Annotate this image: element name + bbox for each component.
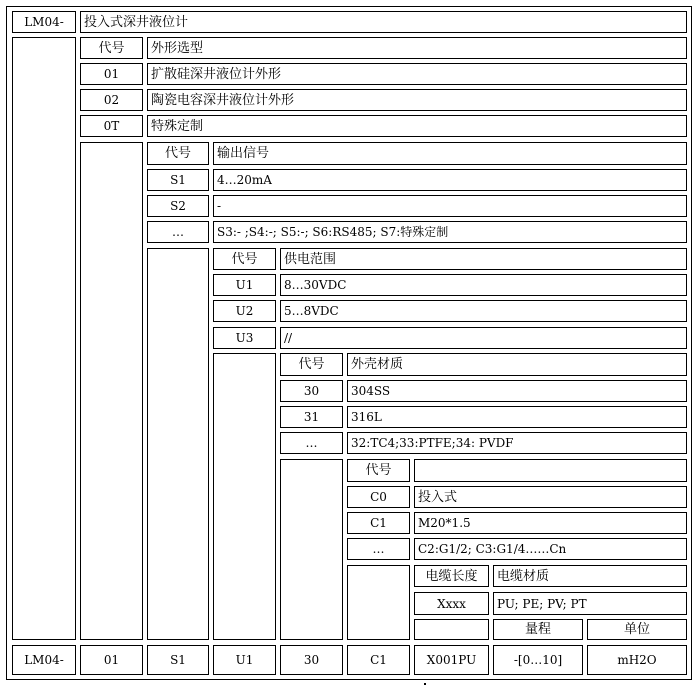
shape-desc-header: 外形选型 [147, 37, 687, 59]
signal-code-s2: S2 [147, 195, 209, 217]
connection-desc-c0: 投入式 [414, 486, 687, 508]
shape-code-02: 02 [80, 89, 143, 111]
signal-desc-header: 输出信号 [213, 142, 687, 165]
housing-desc-30: 304SS [347, 380, 687, 402]
shape-code-header: 代号 [80, 37, 143, 59]
power-code-u3: U3 [213, 327, 276, 349]
example-signal: S1 [147, 645, 209, 675]
example-housing: 30 [280, 645, 343, 675]
shape-desc-02: 陶瓷电容深井液位计外形 [147, 89, 687, 111]
model-prefix-header: LM04- [12, 11, 76, 33]
unit-label: 单位 [587, 619, 687, 640]
shape-column-spacer [80, 142, 143, 640]
housing-desc-31: 316L [347, 406, 687, 428]
power-desc-u1: 8…30VDC [280, 274, 687, 296]
cable-materials: PU; PE; PV; PT [493, 592, 687, 615]
product-title: 投入式深井液位计 [80, 11, 687, 33]
signal-desc-s1: 4…20mA [213, 169, 687, 191]
signal-code-header: 代号 [147, 142, 209, 165]
signal-code-s1: S1 [147, 169, 209, 191]
example-power: U1 [213, 645, 276, 675]
cable-material-label: 电缆材质 [493, 565, 687, 587]
housing-desc-header: 外壳材质 [347, 353, 687, 376]
connection-desc-more: C2:G1/2; C3:G1/4……Cn [414, 538, 687, 560]
range-label: 量程 [493, 619, 583, 640]
connection-code-c1: C1 [347, 512, 410, 534]
connection-code-c0: C0 [347, 486, 410, 508]
cable-length-code: Xxxx [414, 592, 489, 615]
signal-desc-more: S3:- ;S4:-; S5:-; S6:RS485; S7:特殊定制 [213, 221, 687, 243]
stray-dot [424, 683, 426, 685]
housing-column-spacer [280, 459, 343, 640]
power-code-header: 代号 [213, 248, 276, 270]
housing-code-more: … [280, 432, 343, 454]
housing-code-31: 31 [280, 406, 343, 428]
example-shape: 01 [80, 645, 143, 675]
signal-desc-s2: - [213, 195, 687, 217]
power-desc-u2: 5…8VDC [280, 300, 687, 322]
example-connection: C1 [347, 645, 410, 675]
shape-code-01: 01 [80, 63, 143, 85]
shape-code-0t: 0T [80, 115, 143, 137]
connection-code-header: 代号 [347, 459, 410, 482]
example-model: LM04- [12, 645, 76, 675]
power-desc-u3: // [280, 327, 687, 349]
connection-code-more: … [347, 538, 410, 560]
example-range: -[0…10] [493, 645, 583, 675]
connection-column-spacer [347, 565, 410, 640]
power-desc-header: 供电范围 [280, 248, 687, 270]
housing-desc-more: 32:TC4;33:PTFE;34: PVDF [347, 432, 687, 454]
example-unit: mH2O [587, 645, 687, 675]
power-code-u1: U1 [213, 274, 276, 296]
connection-desc-header [414, 459, 687, 482]
cable-spacer [414, 619, 489, 640]
signal-code-more: … [147, 221, 209, 243]
connection-desc-c1: M20*1.5 [414, 512, 687, 534]
example-cable: X001PU [414, 645, 489, 675]
power-column-spacer [213, 353, 276, 640]
cable-length-label: 电缆长度 [414, 565, 489, 587]
shape-desc-0t: 特殊定制 [147, 115, 687, 137]
model-column-spacer [12, 37, 76, 640]
shape-desc-01: 扩散硅深井液位计外形 [147, 63, 687, 85]
signal-column-spacer [147, 248, 209, 640]
housing-code-header: 代号 [280, 353, 343, 376]
housing-code-30: 30 [280, 380, 343, 402]
power-code-u2: U2 [213, 300, 276, 322]
